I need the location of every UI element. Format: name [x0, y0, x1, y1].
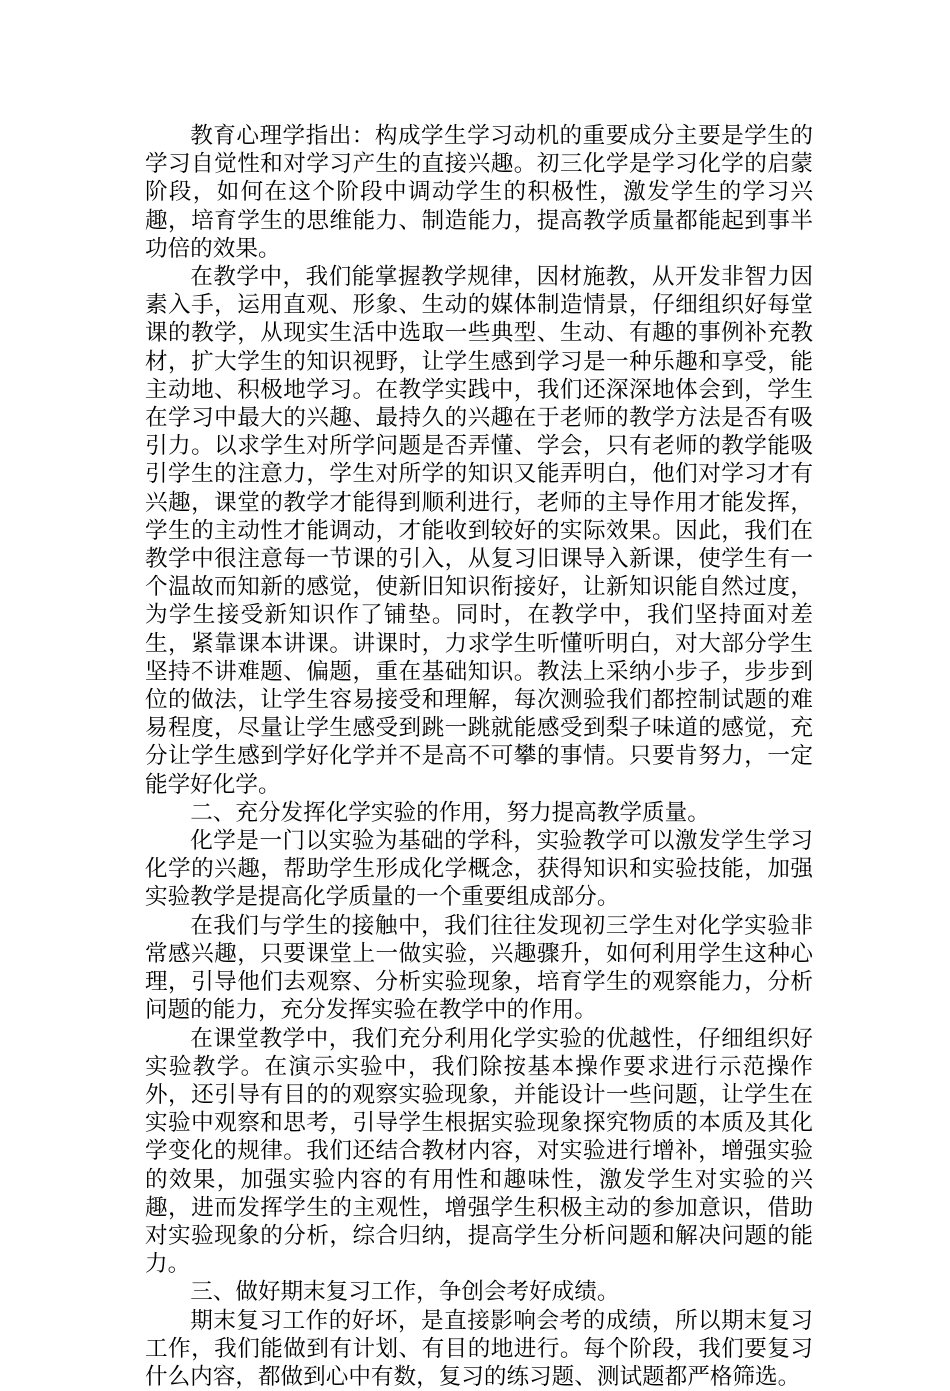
paragraph-final-review: 期末复习工作的好坏，是直接影响会考的成绩，所以期末复习工作，我们能做到有计划、有目的地进行。每个阶段，我们要复习什么内容，都做到心中有数，复习的练习题、测试题都严格筛选。 [145, 1307, 813, 1390]
section-heading-experiments: 二、充分发挥化学实验的作用，努力提高教学质量。 [190, 799, 710, 826]
section-heading-review: 三、做好期末复习工作，争创会考好成绩。 [190, 1279, 620, 1306]
document-body [145, 122, 813, 1391]
paragraph-intro: 教育心理学指出：构成学生学习动机的重要成分主要是学生的学习自觉性和对学习产生的直接兴趣。初三化学是学习化学的启蒙阶段，如何在这个阶段中调动学生的积极性，激发学生的学习兴趣，培育学生的思维能力、制造能力，提高教学质量都能起到事半功倍的效果。 [145, 123, 813, 262]
paragraph-experiment-basis: 化学是一门以实验为基础的学科，实验教学可以激发学生学习化学的兴趣，帮助学生形成化学概念，获得知识和实验技能，加强实验教学是提高化学质量的一个重要组成部分。 [145, 828, 813, 911]
paragraph-teaching-methods: 在教学中，我们能掌握教学规律，因材施教，从开发非智力因素入手，运用直观、形象、生动的媒体制造情景，仔细组织好每堂课的教学，从现实生活中选取一些典型、生动、有趣的事例补充教材，扩大学生的知识视野，让学生感到学习是一种乐趣和享受，能主动地、积极地学习。在教学实践中，我们还深深地体会到，学生在学习中最大的兴趣、最持久的兴趣在于老师的教学方法是否有吸引力。以求学生对所学问题是否弄懂、学会，只有老师的教学能吸引学生的注意力，学生对所学的知识又能弄明白，他们对学习才有兴趣，课堂的教学才能得到顺利进行，老师的主导作用才能发挥，学生的主动性才能调动，才能收到较好的实际效果。因此，我们在教学中很注意每一节课的引入，从复习旧课导入新课，使学生有一个温故而知新的感觉，使新旧知识衔接好，让新知识能自然过度，为学生接受新知识作了铺垫。同时，在教学中，我们坚持面对差生，紧靠课本讲课。讲课时，力求学生听懂听明白，对大部分学生坚持不讲难题、偏题，重在基础知识。教法上采纳小步子，步步到位的做法，让学生容易接受和理解，每次测验我们都控制试题的难易程度，尽量让学生感受到跳一跳就能感受到梨子味道的感觉，充分让学生感到学好化学并不是高不可攀的事情。只要肯努力，一定能学好化学。 [145, 264, 813, 798]
paragraph-classroom-experiments: 在课堂教学中，我们充分利用化学实验的优越性，仔细组织好实验教学。在演示实验中，我们除按基本操作要求进行示范操作外，还引导有目的的观察实验现象，并能设计一些问题，让学生在实验中观察和思考，引导学生根据实验现象探究物质的本质及其化学变化的规律。我们还结合教材内容，对实验进行增补，增强实验的效果，加强实验内容的有用性和趣味性，激发学生对实验的兴趣，进而发挥学生的主观性，增强学生积极主动的参加意识，借助对实验现象的分析，综合归纳，提高学生分析问题和解决问题的能力。 [145, 1025, 813, 1278]
paragraph-student-interest: 在我们与学生的接触中，我们往往发现初三学生对化学实验非常感兴趣，只要课堂上一做实验，兴趣骤升，如何利用学生这种心理，引导他们去观察、分析实验现象，培育学生的观察能力，分析问题的能力，充分发挥实验在教学中的作用。 [145, 912, 813, 1024]
